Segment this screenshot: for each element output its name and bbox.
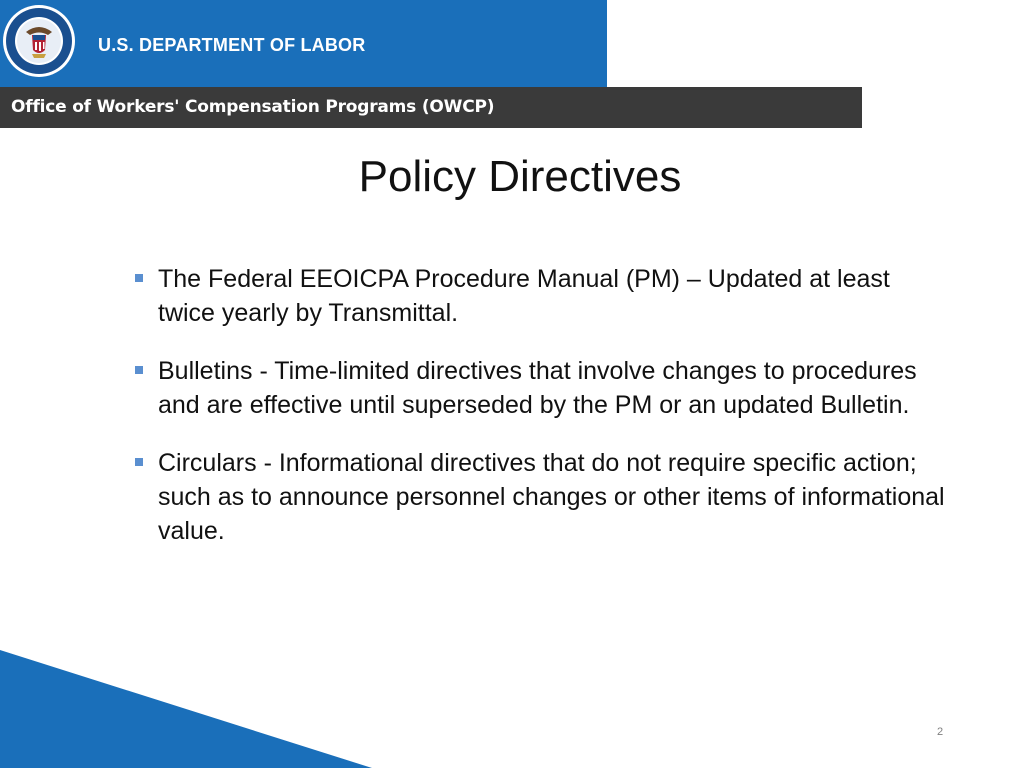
bullet-item-circulars — [130, 446, 950, 548]
bullet-text: Bulletins - Time-limited directives that involve changes to procedures and are effective until superseded by the PM or an updated Bulletin. — [158, 357, 917, 419]
square-bullet-icon — [135, 366, 143, 374]
bullet-item-bulletins — [130, 354, 950, 422]
slide-title: Policy Directives — [358, 152, 682, 201]
agency-name: U.S. DEPARTMENT OF LABOR — [98, 35, 366, 55]
office-name: Office of Workers' Compensation Programs (OWCP) — [11, 97, 495, 117]
agency-banner — [0, 0, 607, 87]
square-bullet-icon — [135, 274, 143, 282]
page-number: 2 — [936, 726, 944, 738]
square-bullet-icon — [135, 458, 143, 466]
department-of-labor-seal-icon — [2, 4, 76, 78]
office-bar — [0, 87, 862, 128]
bullet-item-procedure-manual — [130, 262, 950, 330]
bullet-text: Circulars - Informational directives that do not require specific action; such as to announce personnel changes or other items of informational value. — [158, 449, 945, 545]
bullet-list — [130, 262, 950, 572]
decorative-corner-wedge — [0, 640, 380, 768]
bullet-text: The Federal EEOICPA Procedure Manual (PM) – Updated at least twice yearly by Transmittal. — [158, 265, 890, 327]
